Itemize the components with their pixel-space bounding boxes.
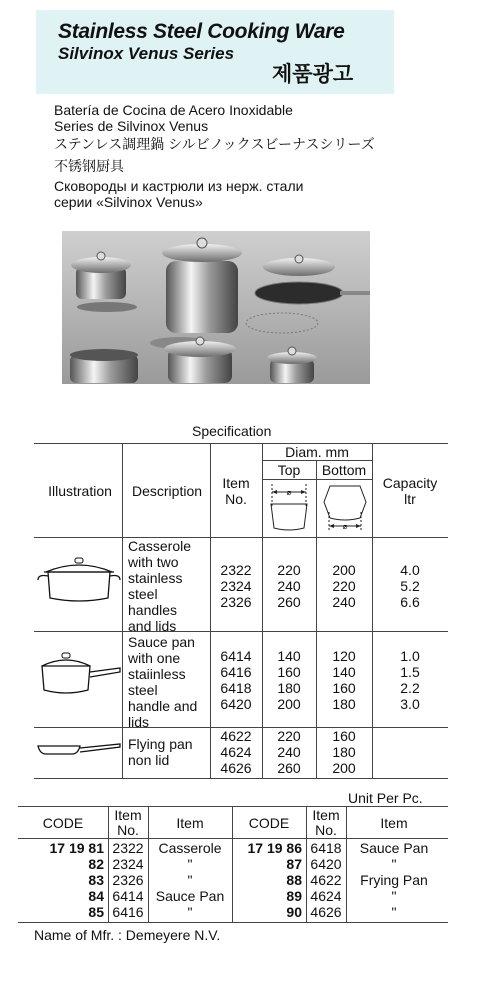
subtitle-es-2: Series de Silvinox Venus [54,118,209,134]
casserole-capacities: 4.0 5.2 6.6 [400,562,420,610]
item-no-column-left: 2322 2324 2326 6414 6416 [112,840,144,920]
korean-label: 제품광고 [272,63,354,86]
page-subtitle: Silvinox Venus Series [58,44,235,63]
subtitle-es-1: Batería de Cocina de Acero Inoxidable [54,102,293,118]
frying-pan-illustration-icon [36,738,122,762]
top-diameter-icon [266,482,312,532]
code-column-left: 17 19 81 82 83 84 85 [49,840,104,920]
sauce-pan-description: Sauce pan with one staiinless steel handle and lids [128,634,198,730]
sauce-pan-item-numbers: 6414 6416 6418 6420 [220,648,252,712]
code-table-bottom-rule [18,922,448,923]
item-no-header-left-2: No. [117,822,139,838]
item-no-header-right-1: Item [312,807,340,823]
manufacturer-name: Name of Mfr. : Demeyere N.V. [34,927,221,943]
header-capacity-1: Capacity [382,475,438,491]
sauce-pan-illustration-icon [36,650,122,698]
casserole-bottom-diameters: 200 220 240 [332,562,356,610]
bottom-diameter-icon [320,482,370,532]
diam-header-rule [262,460,372,461]
code-table-header-rule [18,838,448,839]
spec-col-divider-1 [122,443,123,778]
casserole-item-numbers: 2322 2324 2326 [220,562,252,610]
item-header-right: Item [380,815,408,831]
subtitle-ru-2: серии «Silvinox Venus» [54,194,203,210]
spec-header-rule [34,537,448,538]
item-header-left: Item [176,815,204,831]
item-no-header-left-1: Item [114,807,142,823]
svg-text:⌀: ⌀ [342,522,348,531]
casserole-description: Casserole with two stainless steel handles and lids [128,538,192,634]
header-bottom: Bottom [321,462,367,478]
spec-row-rule-1 [34,631,448,632]
header-diam: Diam. mm [285,444,349,460]
page-title: Stainless Steel Cooking Ware [58,20,345,43]
header-illustration: Illustration [48,483,112,499]
code-header-left: CODE [42,815,84,831]
spec-table-top-rule [34,443,448,444]
casserole-illustration-icon [36,554,122,604]
specification-label: Specification [192,423,272,439]
item-column-right: Sauce Pan " Frying Pan " " [359,840,429,920]
code-header-right: CODE [248,815,290,831]
header-capacity-2: ltr [404,491,416,507]
item-column-left: Casserole " " Sauce Pan " [155,840,225,920]
code-column-right: 17 19 86 87 88 89 90 [247,840,302,920]
frying-pan-item-numbers: 4622 4624 4626 [220,728,252,776]
unit-per-pc-label: Unit Per Pc. [348,790,423,806]
sauce-pan-top-diameters: 140 160 180 200 [277,648,301,712]
product-photo [62,231,370,384]
header-description: Description [131,483,203,499]
svg-text:⌀: ⌀ [286,488,292,497]
frying-pan-top-diameters: 220 240 260 [277,728,301,776]
sauce-pan-bottom-diameters: 120 140 160 180 [332,648,356,712]
spec-table-bottom-rule [34,778,448,779]
subtitle-zh: 不锈钢厨具 [54,158,124,174]
top-bottom-rule [262,479,372,480]
casserole-top-diameters: 220 240 260 [277,562,301,610]
frying-pan-description: Flying pan non lid [128,736,193,768]
header-item-no-1: Item [222,475,250,491]
frying-pan-bottom-diameters: 160 180 200 [332,728,356,776]
item-no-header-right-2: No. [315,822,337,838]
code-table-top-rule [18,806,448,807]
subtitle-ja: ステンレス調理鍋 シルビノックスビーナスシリーズ [54,136,375,152]
subtitle-ru-1: Сковороды и кастрюли из нерж. стали [54,178,304,194]
sauce-pan-capacities: 1.0 1.5 2.2 3.0 [400,648,420,712]
header-top: Top [277,462,301,478]
item-no-column-right: 6418 6420 4622 4624 4626 [310,840,342,920]
header-item-no-2: No. [225,491,247,507]
